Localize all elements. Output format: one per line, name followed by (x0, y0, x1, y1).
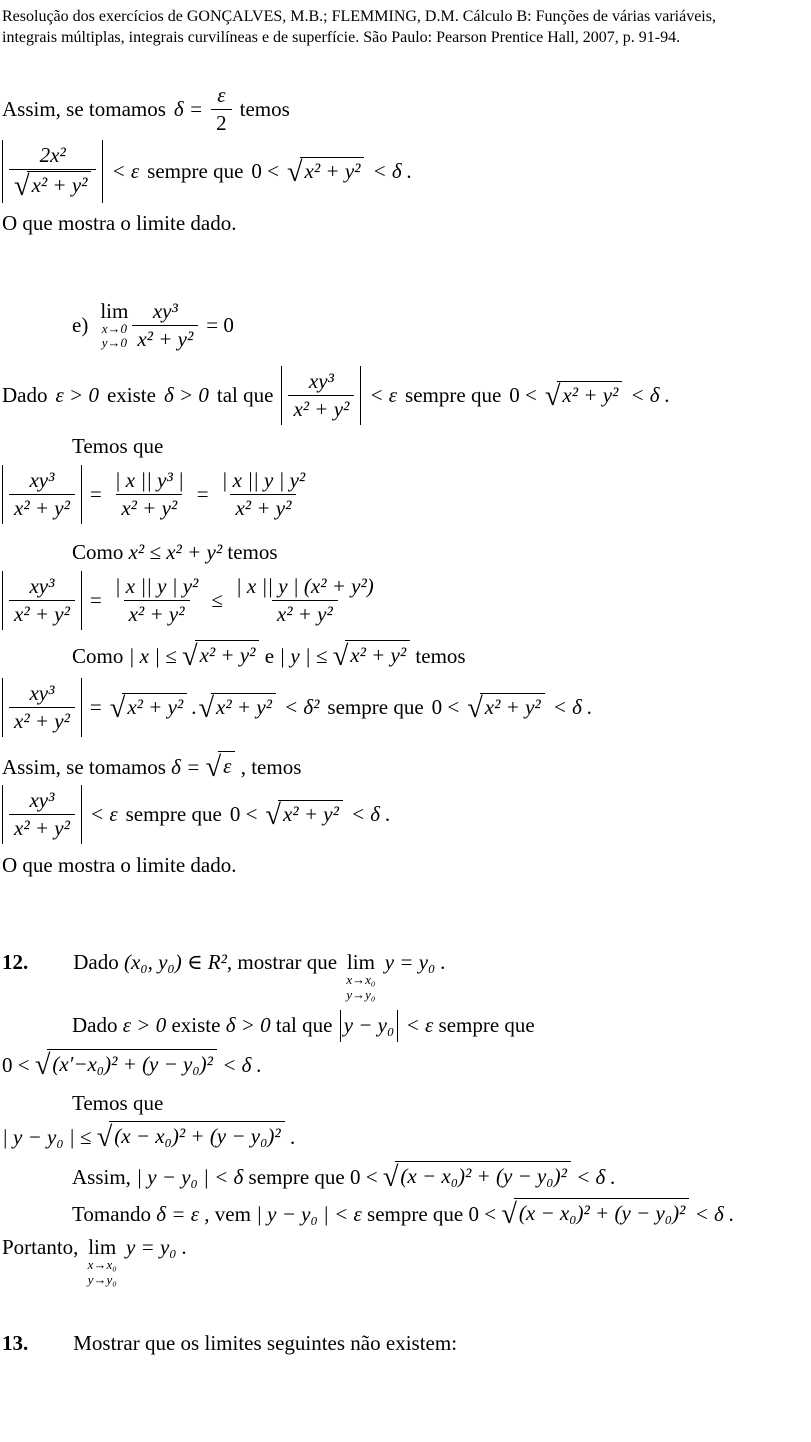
lim-sub-x: x→x₀ (87, 1257, 117, 1273)
numerator: xy³ (152, 298, 178, 323)
fraction-xy3 (9, 788, 75, 841)
lim-sub-x: x→x₀ (346, 972, 376, 988)
square-root (34, 1049, 217, 1081)
limit-operator (100, 300, 128, 351)
square-root (544, 381, 622, 413)
square-root (14, 171, 91, 203)
fraction-xy3 (9, 574, 75, 627)
denominator: x² + y² (230, 494, 296, 521)
square-root (467, 693, 544, 725)
denominator: x² + y² (9, 707, 75, 734)
text-temos: temos (227, 540, 278, 565)
radical-icon: √ (182, 641, 198, 673)
text-como: Como (72, 540, 124, 565)
math-delta-eq: δ = (173, 97, 204, 122)
math-lt-delta: < δ . (630, 382, 671, 407)
text-tal-que: tal que (275, 1013, 333, 1038)
math-lt-eps: < ε (369, 382, 398, 407)
fraction-absx-absy-y2 (110, 574, 204, 627)
text-temos-que: Temos que (72, 1090, 164, 1115)
denominator: x² + y² (272, 600, 338, 627)
radicand: (x′−x₀)² + (y − y₀)² (47, 1049, 217, 1078)
radical-icon: √ (109, 693, 126, 725)
formula-inequality-2 (2, 571, 805, 630)
math-y-eq-y0: y = y₀ . (125, 1234, 188, 1259)
absolute-value-y-y0: y − y₀ (340, 1010, 399, 1041)
formula-sqrt-product (2, 678, 805, 737)
math-abs-lt-eps: | y − y₀ | < ε (256, 1201, 362, 1226)
denominator: x² + y² (9, 494, 75, 521)
line-mostra-limite-2 (2, 852, 805, 879)
square-root (382, 1161, 571, 1194)
text-sempre-que: sempre que (248, 1165, 345, 1190)
formula-equality-1 (2, 465, 805, 524)
text-mostrar: Mostrar que os limites seguintes não existem: (73, 1331, 458, 1356)
denominator (9, 169, 96, 203)
line-12-distance (2, 1049, 805, 1079)
text-dado: Dado (2, 382, 48, 407)
square-root (198, 693, 275, 725)
limit-operator (346, 951, 375, 1002)
numerator: | x || y | y² (221, 468, 306, 493)
denominator: x² + y² (116, 494, 182, 521)
radicand: x² + y² (27, 171, 92, 199)
radicand: x² + y² (195, 640, 260, 669)
text-vem: vem (214, 1201, 251, 1226)
text-mostrar-que: mostrar que (237, 950, 338, 975)
math-absy-le: | y | ≤ (279, 644, 328, 669)
math-lt-delta: < δ . (222, 1052, 262, 1077)
numerator: xy³ (29, 468, 55, 493)
text-sempre-que: sempre que (327, 694, 424, 719)
radicand: (x − x₀)² + (y − y₀)² (395, 1161, 570, 1190)
radical-icon: √ (198, 693, 215, 725)
header-line2: integrais múltiplas, integrais curvilíneas e de superfície. São Paulo: Pearson Prentice Hall, 2007, p. 91-94. (2, 29, 681, 47)
text-comma-temos: , temos (240, 754, 302, 779)
fraction-eps-2 (211, 83, 232, 136)
radicand: x² + y² (122, 693, 187, 721)
lim-sub-y: y→y₀ (87, 1271, 117, 1287)
numerator: xy³ (29, 680, 55, 705)
fraction-xy3 (9, 681, 75, 734)
math-eps-gt0: ε > 0 (122, 1013, 167, 1038)
text-temos-que: Temos que (72, 433, 164, 458)
text-assim: Assim, se tomamos (2, 97, 166, 122)
fraction-absx-absy3 (110, 468, 189, 521)
radical-icon: √ (34, 1049, 51, 1081)
radical-icon: √ (96, 1122, 113, 1154)
text-mostra: O que mostra o limite dado. (2, 210, 237, 235)
radical-icon: √ (265, 800, 281, 832)
math-eq: = (89, 588, 102, 613)
math-zero-lt: 0 < (431, 694, 460, 719)
square-root (109, 693, 187, 725)
absolute-value-bars (2, 571, 82, 630)
radicand: x² + y² (211, 693, 276, 721)
text-temos: temos (415, 644, 466, 669)
radicand: x² + y² (480, 693, 545, 721)
section-number: 13. (2, 1331, 29, 1356)
text-temos: temos (239, 97, 290, 122)
math-lt-delta: < δ . (576, 1165, 616, 1190)
square-root (182, 640, 259, 673)
lim-sub-y: y→y₀ (346, 986, 376, 1002)
math-le: ≤ (211, 588, 223, 613)
absolute-value-bars (281, 366, 361, 425)
numerator: ε (217, 83, 226, 108)
text-sempre-que: sempre que (367, 1201, 464, 1226)
text-sempre-que: sempre que (405, 382, 502, 407)
math-dot: . (289, 1125, 296, 1150)
math-delta-gt0: δ > 0 (163, 382, 209, 407)
radicand: (x − x₀)² + (y − y₀)² (514, 1198, 689, 1227)
fraction-2x2 (9, 143, 96, 203)
line-12-bound (2, 1121, 805, 1154)
text-sempre-que: sempre que (125, 801, 222, 826)
math-lt-eps: < ε (405, 1013, 434, 1038)
square-root (501, 1198, 689, 1230)
text-existe: existe (171, 1013, 221, 1038)
header-line1: Resolução dos exercícios de GONÇALVES, M.B.; FLEMMING, D.M. Cálculo B: Funções de várias variáveis, (2, 8, 716, 25)
line-12-portanto (2, 1234, 805, 1287)
denominator: x² + y² (124, 600, 190, 627)
line-mostra-limite (2, 210, 805, 237)
line-12-dado (72, 1010, 805, 1041)
text-dado: Dado (73, 950, 119, 975)
math-delta-gt0: δ > 0 (225, 1013, 271, 1038)
text-existe: existe (106, 382, 156, 407)
absolute-value-bars (2, 678, 82, 737)
radical-icon: √ (467, 693, 483, 725)
line-assim-sqrt-eps (2, 751, 805, 781)
square-root (332, 640, 410, 673)
math-pair-r2: (x₀, y₀) ∈ R², (124, 950, 233, 975)
text-dado: Dado (72, 1013, 118, 1038)
lim-text: lim (346, 950, 375, 975)
numerator: | x || y | (x² + y²) (235, 574, 374, 599)
math-absx-le: | x | ≤ (128, 644, 177, 669)
absolute-value-bars (2, 140, 103, 202)
text-sempre-que: sempre que (147, 158, 244, 183)
lim-text: lim (88, 1234, 117, 1259)
math-zero-lt: 0 < (229, 801, 258, 826)
text-tomando: Tomando (72, 1201, 152, 1226)
fraction-absx-absy-x2y2 (231, 574, 379, 627)
math-lt-delta: < δ . (552, 694, 593, 719)
radicand: ε (218, 751, 235, 780)
math-zero-lt: 0 < (509, 382, 537, 407)
section-number: 12. (2, 950, 29, 975)
numerator: xy³ (308, 368, 334, 393)
math-x2-le: x² ≤ x² + y² (128, 540, 223, 565)
denominator: 2 (211, 109, 232, 136)
fraction-xy3 (288, 369, 354, 422)
denominator: x² + y² (288, 395, 354, 422)
formula-2x2-inequality (2, 140, 805, 202)
item-label: e) (72, 312, 89, 337)
radicand: x² + y² (278, 800, 343, 828)
math-zero-lt: 0 < (251, 158, 279, 183)
line-temos-que (72, 433, 805, 460)
numerator: 2x² (39, 143, 66, 168)
item-e-limit (72, 299, 805, 352)
math-lt-delta: < δ . (372, 158, 413, 183)
denominator: x² + y² (9, 814, 75, 841)
radicand: x² + y² (300, 157, 365, 185)
absolute-value-bars (2, 465, 82, 524)
lim-text: lim (100, 298, 129, 323)
fraction-xy3 (132, 299, 198, 352)
math-zero-lt: 0 < (2, 1052, 30, 1077)
math-abs-lt-delta: | y − y₀ | < δ (136, 1165, 244, 1190)
radical-icon: √ (205, 751, 222, 783)
text-portanto: Portanto, (2, 1234, 79, 1259)
math-lt-delta: < δ . (694, 1201, 735, 1226)
section-12-heading (2, 949, 805, 1002)
square-root (205, 751, 236, 783)
line-assim-delta (2, 83, 805, 136)
numerator: | x || y | y² (114, 574, 199, 599)
math-eps-gt0: ε > 0 (55, 382, 99, 407)
square-root (265, 800, 342, 832)
radicand: (x − x₀)² + (y − y₀)² (109, 1121, 284, 1150)
math-eq-zero: = 0 (206, 312, 234, 337)
fraction-xy3 (9, 468, 75, 521)
math-lt-eps: < ε (111, 158, 140, 183)
math-zero-lt: 0 < (350, 1165, 378, 1190)
denominator: x² + y² (132, 325, 198, 352)
line-como-abs (72, 640, 805, 673)
math-lt-delta: < δ . (350, 801, 391, 826)
section-13-heading (2, 1330, 805, 1357)
text-e: e (264, 644, 275, 669)
text-assim: Assim, se tomamos (2, 754, 166, 779)
line-dado-existe (2, 366, 805, 425)
radical-icon: √ (544, 381, 561, 413)
math-zero-lt: 0 < (468, 1201, 497, 1226)
math-y-eq-y0: y = y₀ . (384, 950, 446, 975)
line-12-assim (72, 1161, 805, 1194)
numerator: xy³ (29, 574, 55, 599)
math-delta-eq: δ = (171, 754, 201, 779)
fraction-absx-absy-y2 (217, 468, 311, 521)
denominator: x² + y² (9, 600, 75, 627)
text-sempre-que: sempre que (438, 1013, 535, 1038)
text-como: Como (72, 644, 124, 669)
line-como-x2 (72, 539, 805, 566)
radical-icon: √ (14, 171, 30, 203)
lim-sub-y: y→0 (101, 335, 127, 351)
line-12-temos-que (72, 1090, 805, 1117)
math-lt-eps: < ε (89, 801, 118, 826)
math-delta-eq-eps: δ = ε , (156, 1201, 210, 1226)
math-dot: . (191, 694, 197, 719)
radicand: x² + y² (557, 381, 622, 409)
text-tal-que: tal que (216, 382, 274, 407)
limit-operator (88, 1236, 117, 1287)
square-root (96, 1121, 285, 1154)
lim-sub-x: x→0 (101, 320, 127, 336)
radical-icon: √ (286, 157, 303, 189)
math-eq: = (89, 482, 102, 507)
radical-icon: √ (332, 641, 349, 673)
radical-icon: √ (501, 1198, 517, 1230)
text-mostra: O que mostra o limite dado. (2, 852, 237, 877)
formula-final-inequality (2, 785, 805, 844)
math-abs-le: | y − y₀ | ≤ (2, 1125, 92, 1150)
absolute-value-bars (2, 785, 82, 844)
radicand: x² + y² (345, 640, 410, 669)
radical-icon: √ (382, 1162, 399, 1194)
math-lt-delta-sq: < δ² (283, 694, 320, 719)
math-eq: = (89, 694, 102, 719)
line-12-tomando (72, 1198, 805, 1228)
numerator: | x || y³ | (114, 468, 184, 493)
math-eq: = (196, 482, 209, 507)
text-assim: Assim, (72, 1165, 131, 1190)
numerator: xy³ (29, 787, 55, 812)
square-root (286, 157, 364, 189)
header-citation (2, 6, 805, 48)
